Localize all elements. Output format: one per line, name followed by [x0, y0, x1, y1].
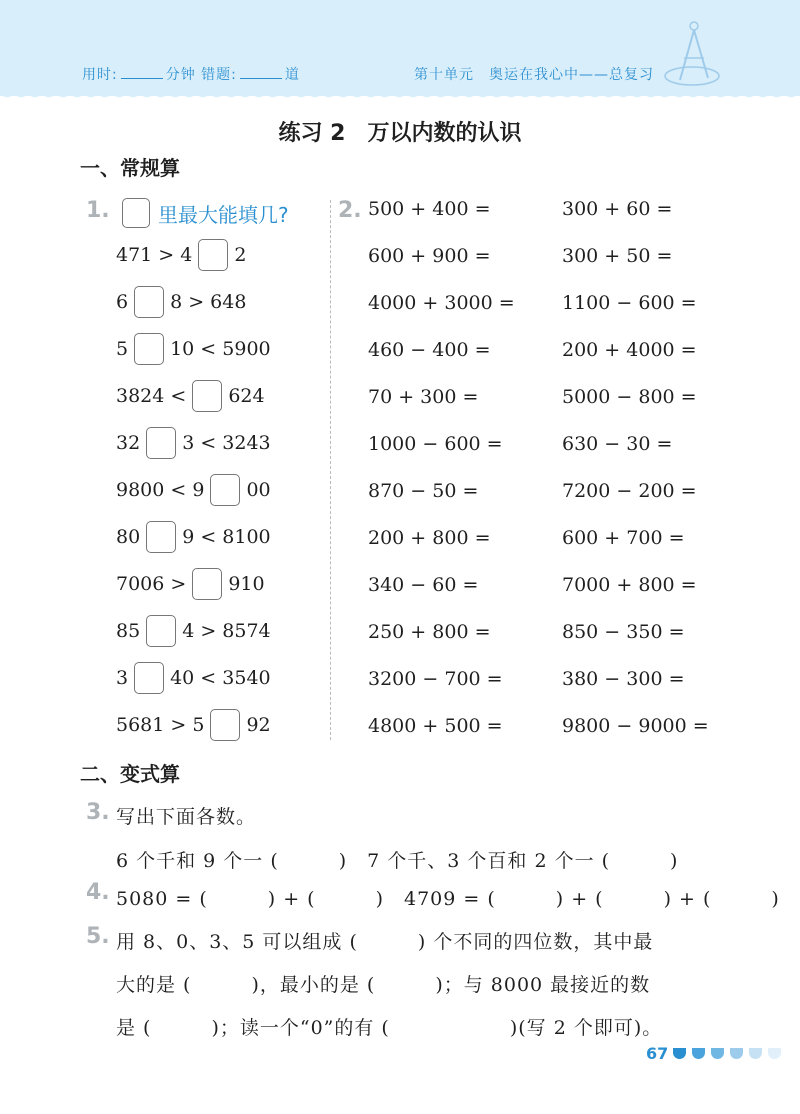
answer-box[interactable]	[192, 380, 222, 412]
calc-item: 7200 − 200 =	[562, 480, 697, 502]
answer-box[interactable]	[134, 286, 164, 318]
page-dot	[768, 1048, 781, 1059]
row-left: 3	[116, 667, 129, 689]
compare-row	[116, 708, 271, 742]
answer-box[interactable]	[198, 239, 228, 271]
answer-box[interactable]	[146, 427, 176, 459]
compare-row	[116, 614, 271, 648]
question-5-line-2: 大的是 ( )，最小的是 ( )；与 8000 最接近的数	[116, 974, 651, 996]
calc-item: 870 − 50 =	[368, 480, 479, 502]
question-3-prompt: 写出下面各数。	[116, 806, 257, 828]
calc-item: 4800 + 500 =	[368, 715, 503, 737]
compare-row	[116, 661, 271, 695]
page-number: 67	[646, 1044, 669, 1063]
calc-item: 7000 + 800 =	[562, 574, 697, 596]
minute-label: 分钟	[165, 67, 196, 83]
row-left: 9800 < 9	[116, 479, 205, 501]
compare-row	[116, 379, 265, 413]
compare-row	[116, 473, 271, 507]
answer-box[interactable]	[210, 474, 240, 506]
calc-item: 70 + 300 =	[368, 386, 479, 408]
question-1-prompt	[122, 196, 289, 230]
row-left: 7006 >	[116, 573, 187, 595]
question-1-prompt-text: 里最大能填几?	[158, 202, 289, 227]
row-left: 5	[116, 338, 129, 360]
page-dot	[673, 1048, 686, 1059]
time-label: 用时:	[82, 67, 118, 83]
answer-box[interactable]	[146, 615, 176, 647]
calc-item: 630 − 30 =	[562, 433, 673, 455]
compare-row	[116, 520, 271, 554]
compare-row	[116, 332, 271, 366]
question-number-2: 2.	[338, 198, 362, 223]
answer-box[interactable]	[146, 521, 176, 553]
question-5-line-1: 用 8、0、3、5 可以组成 ( ) 个不同的四位数，其中最	[116, 931, 654, 953]
row-left: 80	[116, 526, 141, 548]
section-heading-1: 一、常规算	[80, 156, 180, 180]
calc-item: 850 − 350 =	[562, 621, 685, 643]
row-right: 9 < 8100	[182, 526, 271, 548]
compare-row	[116, 238, 246, 272]
row-left: 5681 > 5	[116, 714, 205, 736]
calc-item: 300 + 50 =	[562, 245, 673, 267]
calc-item: 200 + 800 =	[368, 527, 491, 549]
answer-box[interactable]	[134, 662, 164, 694]
row-right: 00	[246, 479, 271, 501]
question-number-3: 3.	[86, 800, 110, 825]
page-dot	[749, 1048, 762, 1059]
question-4-line: 5080 = ( ) + ( ) 4709 = ( ) + ( ) + ( )	[116, 888, 780, 910]
calc-item: 5000 − 800 =	[562, 386, 697, 408]
compare-row	[116, 426, 271, 460]
question-unit-label: 道	[284, 67, 300, 83]
row-right: 3 < 3243	[182, 432, 271, 454]
row-right: 92	[246, 714, 271, 736]
question-number-5: 5.	[86, 924, 110, 949]
answer-box[interactable]	[134, 333, 164, 365]
calc-item: 380 − 300 =	[562, 668, 685, 690]
calc-item: 3200 − 700 =	[368, 668, 503, 690]
errors-label: 错题:	[201, 67, 237, 83]
compare-row	[116, 567, 265, 601]
row-right: 8 > 648	[170, 291, 247, 313]
row-right: 40 < 3540	[170, 667, 271, 689]
row-right: 4 > 8574	[182, 620, 271, 642]
example-box	[122, 198, 150, 228]
calc-item: 9800 − 9000 =	[562, 715, 709, 737]
compass-icon	[662, 18, 722, 90]
row-left: 85	[116, 620, 141, 642]
row-left: 32	[116, 432, 141, 454]
question-3-line: 6 个千和 9 个一 ( ) 7 个千、3 个百和 2 个一 ( )	[116, 850, 679, 872]
calc-item: 600 + 900 =	[368, 245, 491, 267]
calc-item: 600 + 700 =	[562, 527, 685, 549]
row-right: 10 < 5900	[170, 338, 271, 360]
page-dot	[692, 1048, 705, 1059]
question-5-line-3: 是 ( )；读一个“0”的有 ( )(写 2 个即可)。	[116, 1017, 663, 1039]
answer-box[interactable]	[210, 709, 240, 741]
time-errors-line	[82, 64, 300, 84]
question-number-1: 1.	[86, 198, 110, 223]
row-left: 471 > 4	[116, 244, 193, 266]
row-right: 910	[228, 573, 265, 595]
row-right: 624	[228, 385, 265, 407]
calc-item: 500 + 400 =	[368, 198, 491, 220]
section-heading-2: 二、变式算	[80, 762, 180, 786]
calc-item: 200 + 4000 =	[562, 339, 697, 361]
calc-item: 460 − 400 =	[368, 339, 491, 361]
column-divider	[330, 200, 331, 740]
row-left: 3824 <	[116, 385, 187, 407]
page-title: 练习 2 万以内数的认识	[278, 121, 522, 146]
unit-title: 第十单元 奥运在我心中——总复习	[414, 67, 654, 83]
calc-item: 250 + 800 =	[368, 621, 491, 643]
calc-item: 300 + 60 =	[562, 198, 673, 220]
row-right: 2	[234, 244, 247, 266]
answer-box[interactable]	[192, 568, 222, 600]
page-dot	[711, 1048, 724, 1059]
compare-row	[116, 285, 246, 319]
calc-item: 1100 − 600 =	[562, 292, 697, 314]
calc-item: 4000 + 3000 =	[368, 292, 515, 314]
page-dot	[730, 1048, 743, 1059]
time-blank[interactable]	[121, 66, 163, 79]
errors-blank[interactable]	[240, 66, 282, 79]
calc-item: 340 − 60 =	[368, 574, 479, 596]
question-number-4: 4.	[86, 880, 110, 905]
calc-item: 1000 − 600 =	[368, 433, 503, 455]
row-left: 6	[116, 291, 129, 313]
